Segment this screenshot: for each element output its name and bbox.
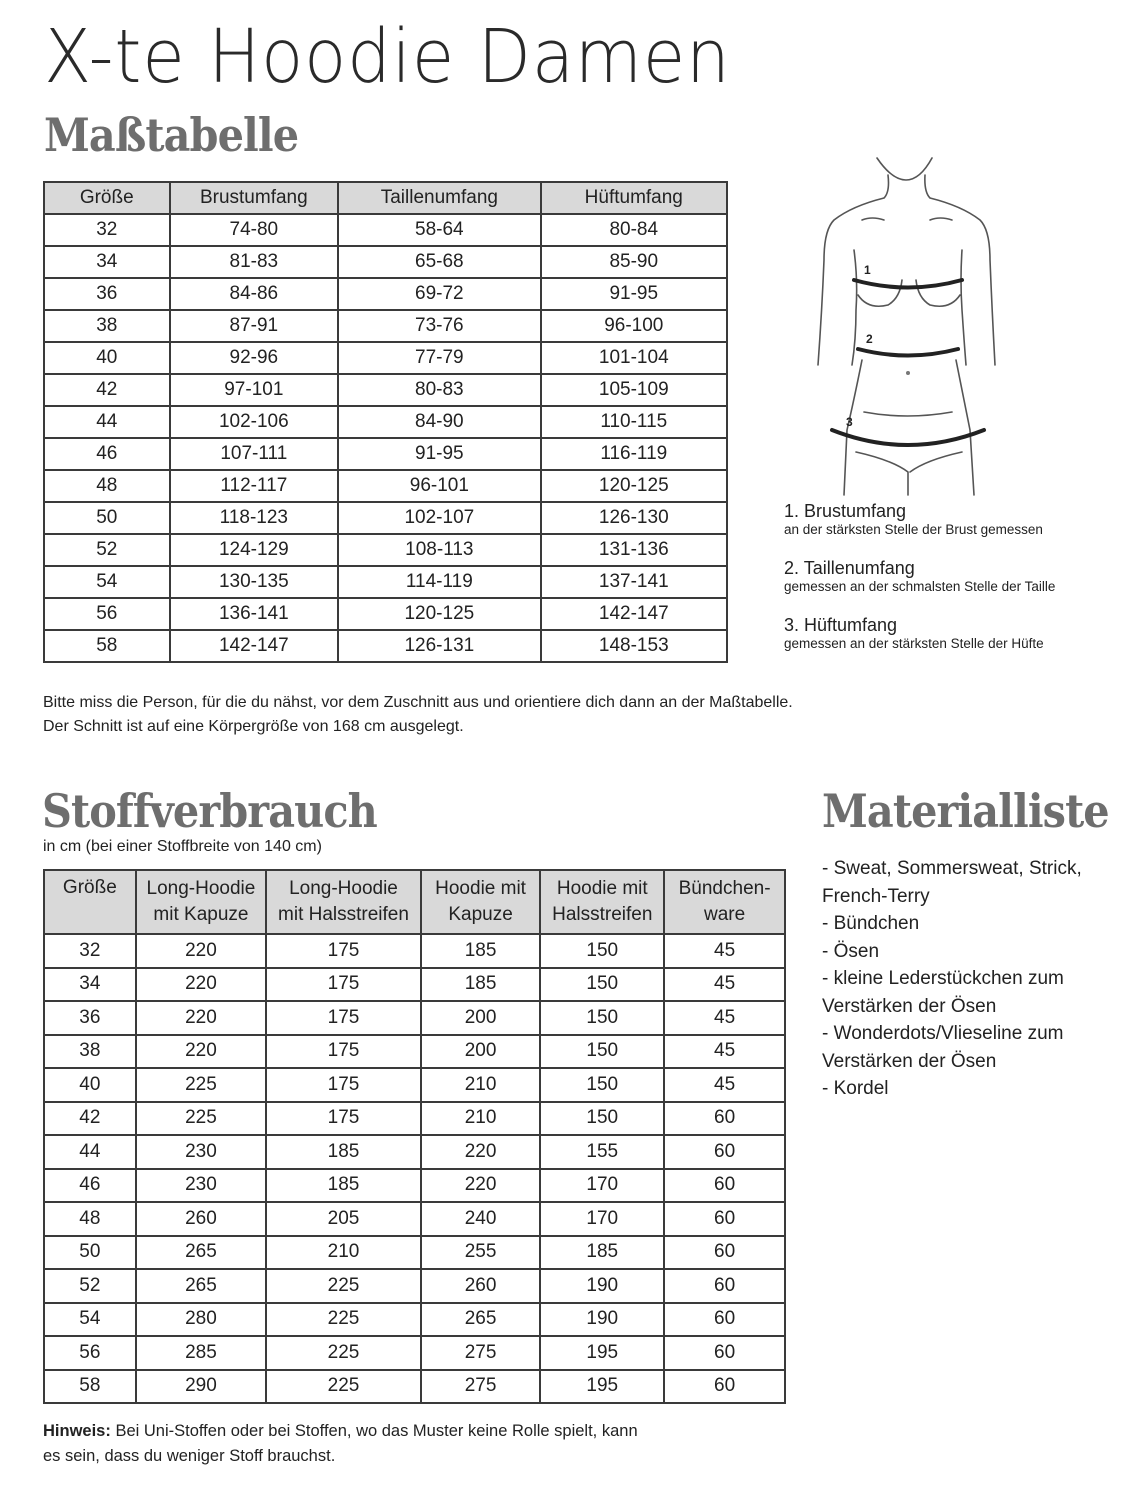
table-row <box>44 1068 785 1102</box>
table-cell: 84-86 <box>170 278 339 310</box>
table-row <box>44 1236 785 1270</box>
table-header-row <box>44 182 727 214</box>
table-cell: 58 <box>44 630 170 662</box>
column-header-line-1: Hoodie mit <box>435 878 526 899</box>
table-cell: 225 <box>266 1269 421 1303</box>
hinweis-label: Hinweis: <box>43 1422 111 1440</box>
table-cell: 52 <box>44 1269 136 1303</box>
table-cell: 150 <box>540 1001 664 1035</box>
table-cell: 200 <box>421 1035 541 1069</box>
material-list-item: - Ösen <box>822 940 880 962</box>
legend-brustumfang <box>784 501 1124 538</box>
size-chart-table <box>43 181 728 663</box>
table-cell: 225 <box>136 1102 266 1136</box>
table-cell: 137-141 <box>541 566 727 598</box>
legend-title: 1. Brustumfang <box>784 501 907 521</box>
table-cell: 74-80 <box>170 214 339 246</box>
table-cell: 225 <box>136 1068 266 1102</box>
table-cell: 265 <box>136 1236 266 1270</box>
table-cell: 136-141 <box>170 598 339 630</box>
table-cell: 210 <box>421 1068 541 1102</box>
table-cell: 260 <box>136 1202 266 1236</box>
table-cell: 60 <box>664 1303 785 1337</box>
table-row <box>44 1269 785 1303</box>
table-row <box>44 342 727 374</box>
material-list <box>822 855 1122 1103</box>
table-row <box>44 214 727 246</box>
table-cell: 205 <box>266 1202 421 1236</box>
table-cell: 36 <box>44 278 170 310</box>
legend-description: gemessen an der stärksten Stelle der Hüfte <box>784 636 1044 651</box>
table-cell: 54 <box>44 566 170 598</box>
column-header <box>540 870 664 934</box>
table-row <box>44 438 727 470</box>
table-cell: 80-84 <box>541 214 727 246</box>
measurement-note-line-1: Bitte miss die Person, für die du nähst, vor dem Zuschnitt aus und orientiere dich dann an der Maßtabelle. <box>43 694 793 711</box>
table-cell: 265 <box>136 1269 266 1303</box>
table-cell: 81-83 <box>170 246 339 278</box>
table-cell: 102-106 <box>170 406 339 438</box>
table-row <box>44 278 727 310</box>
column-header-taillenumfang: Taillenumfang <box>338 182 540 214</box>
table-cell: 150 <box>540 1102 664 1136</box>
column-header-line-2: Kapuze <box>448 904 513 925</box>
material-list-item: - Kordel <box>822 1078 889 1099</box>
page-title: X-te Hoodie Damen <box>44 14 731 100</box>
table-cell: 200 <box>421 1001 541 1035</box>
table-cell: 275 <box>421 1370 541 1404</box>
table-row <box>44 1303 785 1337</box>
column-header-line-2: mit Halsstreifen <box>278 904 409 925</box>
table-cell: 175 <box>266 934 421 968</box>
legend-taillenumfang <box>784 558 1124 595</box>
table-cell: 105-109 <box>541 374 727 406</box>
table-cell: 120-125 <box>541 470 727 502</box>
column-header-line-1: Hoodie mit <box>556 878 648 899</box>
column-header-line-1: Long-Hoodie <box>289 878 398 899</box>
table-cell: 116-119 <box>541 438 727 470</box>
table-row <box>44 406 727 438</box>
table-cell: 60 <box>664 1169 785 1203</box>
table-cell: 58 <box>44 1370 136 1404</box>
marker-3: 3 <box>846 415 853 429</box>
table-cell: 220 <box>421 1169 541 1203</box>
column-header-line-2: mit Kapuze <box>153 904 249 925</box>
table-cell: 92-96 <box>170 342 339 374</box>
table-cell: 126-131 <box>338 630 540 662</box>
legend-description: an der stärksten Stelle der Brust gemessen <box>784 522 1043 537</box>
table-cell: 185 <box>421 934 541 968</box>
table-cell: 175 <box>266 968 421 1002</box>
table-cell: 101-104 <box>541 342 727 374</box>
table-cell: 84-90 <box>338 406 540 438</box>
table-cell: 142-147 <box>170 630 339 662</box>
table-cell: 170 <box>540 1169 664 1203</box>
table-cell: 54 <box>44 1303 136 1337</box>
table-cell: 52 <box>44 534 170 566</box>
table-row <box>44 502 727 534</box>
table-cell: 275 <box>421 1336 541 1370</box>
table-row <box>44 566 727 598</box>
table-cell: 97-101 <box>170 374 339 406</box>
table-cell: 150 <box>540 1068 664 1102</box>
body-measurement-figure <box>812 150 1012 500</box>
hinweis-text: Bei Uni-Stoffen oder bei Stoffen, wo das Muster keine Rolle spielt, kann es sein, dass du weniger Stoff brauchst. <box>43 1422 638 1465</box>
table-cell: 45 <box>664 1035 785 1069</box>
table-cell: 112-117 <box>170 470 339 502</box>
table-cell: 102-107 <box>338 502 540 534</box>
table-row <box>44 598 727 630</box>
table-cell: 73-76 <box>338 310 540 342</box>
table-row <box>44 310 727 342</box>
table-row <box>44 1370 785 1404</box>
table-cell: 170 <box>540 1202 664 1236</box>
table-cell: 77-79 <box>338 342 540 374</box>
marker-1: 1 <box>864 263 871 277</box>
legend-description: gemessen an der schmalsten Stelle der Taille <box>784 579 1056 594</box>
table-cell: 85-90 <box>541 246 727 278</box>
table-row <box>44 1001 785 1035</box>
table-cell: 40 <box>44 1068 136 1102</box>
table-cell: 225 <box>266 1370 421 1404</box>
table-cell: 175 <box>266 1068 421 1102</box>
table-cell: 130-135 <box>170 566 339 598</box>
hinweis-note <box>43 1419 643 1469</box>
table-cell: 195 <box>540 1370 664 1404</box>
table-cell: 65-68 <box>338 246 540 278</box>
table-cell: 45 <box>664 934 785 968</box>
table-cell: 185 <box>540 1236 664 1270</box>
material-list-item: French-Terry <box>822 885 930 907</box>
table-cell: 58-64 <box>338 214 540 246</box>
marker-2: 2 <box>866 332 873 346</box>
table-cell: 240 <box>421 1202 541 1236</box>
table-cell: 175 <box>266 1035 421 1069</box>
table-row <box>44 1202 785 1236</box>
table-cell: 48 <box>44 1202 136 1236</box>
table-cell: 124-129 <box>170 534 339 566</box>
table-cell: 45 <box>664 968 785 1002</box>
table-cell: 210 <box>266 1236 421 1270</box>
table-cell: 220 <box>421 1135 541 1169</box>
table-cell: 220 <box>136 1001 266 1035</box>
table-cell: 46 <box>44 438 170 470</box>
table-cell: 260 <box>421 1269 541 1303</box>
column-header <box>421 870 541 934</box>
table-cell: 120-125 <box>338 598 540 630</box>
table-cell: 91-95 <box>541 278 727 310</box>
table-header-row <box>44 870 785 934</box>
table-cell: 195 <box>540 1336 664 1370</box>
table-row <box>44 1135 785 1169</box>
table-cell: 34 <box>44 968 136 1002</box>
table-cell: 38 <box>44 310 170 342</box>
table-row <box>44 246 727 278</box>
table-cell: 50 <box>44 1236 136 1270</box>
column-header-line-2: ware <box>703 904 746 925</box>
table-cell: 155 <box>540 1135 664 1169</box>
table-row <box>44 1169 785 1203</box>
column-header <box>664 870 785 934</box>
table-row <box>44 630 727 662</box>
table-cell: 190 <box>540 1303 664 1337</box>
table-cell: 255 <box>421 1236 541 1270</box>
stoffverbrauch-subheading: in cm (bei einer Stoffbreite von 140 cm) <box>43 838 322 855</box>
table-row <box>44 1102 785 1136</box>
table-cell: 185 <box>266 1135 421 1169</box>
table-row <box>44 934 785 968</box>
table-cell: 220 <box>136 934 266 968</box>
table-cell: 230 <box>136 1169 266 1203</box>
table-cell: 175 <box>266 1102 421 1136</box>
fabric-consumption-table <box>43 869 786 1404</box>
legend-title: 2. Taillenumfang <box>784 558 915 578</box>
column-header-line-1: Long-Hoodie <box>146 878 256 899</box>
table-cell: 38 <box>44 1035 136 1069</box>
table-cell: 45 <box>664 1068 785 1102</box>
table-cell: 108-113 <box>338 534 540 566</box>
table-row <box>44 1035 785 1069</box>
table-cell: 175 <box>266 1001 421 1035</box>
legend-hueftumfang <box>784 615 1124 652</box>
table-cell: 44 <box>44 1135 136 1169</box>
table-cell: 42 <box>44 1102 136 1136</box>
table-cell: 60 <box>664 1135 785 1169</box>
table-cell: 96-101 <box>338 470 540 502</box>
table-cell: 44 <box>44 406 170 438</box>
table-cell: 42 <box>44 374 170 406</box>
table-cell: 69-72 <box>338 278 540 310</box>
column-header-brustumfang: Brustumfang <box>170 182 339 214</box>
column-header <box>136 870 266 934</box>
table-cell: 60 <box>664 1269 785 1303</box>
table-cell: 126-130 <box>541 502 727 534</box>
table-cell: 210 <box>421 1102 541 1136</box>
table-cell: 36 <box>44 1001 136 1035</box>
table-row <box>44 1336 785 1370</box>
table-cell: 150 <box>540 934 664 968</box>
table-cell: 230 <box>136 1135 266 1169</box>
table-cell: 60 <box>664 1102 785 1136</box>
materialliste-heading: Materialliste <box>822 784 1109 838</box>
table-cell: 285 <box>136 1336 266 1370</box>
material-list-item: Verstärken der Ösen <box>822 995 997 1017</box>
table-cell: 50 <box>44 502 170 534</box>
legend-title: 3. Hüftumfang <box>784 615 898 635</box>
column-header-line-1: Bündchen- <box>678 878 771 899</box>
table-cell: 131-136 <box>541 534 727 566</box>
table-cell: 150 <box>540 968 664 1002</box>
table-cell: 225 <box>266 1336 421 1370</box>
masstabelle-heading: Maßtabelle <box>44 108 299 162</box>
table-cell: 185 <box>421 968 541 1002</box>
column-header-line-2: Halsstreifen <box>552 904 653 925</box>
table-cell: 48 <box>44 470 170 502</box>
column-header-hueftumfang: Hüftumfang <box>541 182 727 214</box>
measurement-note <box>43 691 793 739</box>
table-cell: 60 <box>664 1202 785 1236</box>
table-cell: 220 <box>136 1035 266 1069</box>
table-cell: 142-147 <box>541 598 727 630</box>
table-cell: 96-100 <box>541 310 727 342</box>
material-list-item: - kleine Lederstückchen zum <box>822 968 1064 989</box>
table-cell: 265 <box>421 1303 541 1337</box>
table-row <box>44 534 727 566</box>
table-cell: 32 <box>44 934 136 968</box>
material-list-item: - Sweat, Sommersweat, Strick, <box>822 858 1082 879</box>
material-list-item: - Wonderdots/Vlieseline zum <box>822 1023 1064 1044</box>
table-cell: 150 <box>540 1035 664 1069</box>
table-cell: 45 <box>664 1001 785 1035</box>
column-header <box>44 870 136 934</box>
table-cell: 56 <box>44 598 170 630</box>
table-cell: 190 <box>540 1269 664 1303</box>
table-cell: 32 <box>44 214 170 246</box>
table-cell: 148-153 <box>541 630 727 662</box>
table-cell: 220 <box>136 968 266 1002</box>
table-row <box>44 374 727 406</box>
column-header <box>266 870 421 934</box>
material-list-item: - Bündchen <box>822 913 920 934</box>
material-list-item: Verstärken der Ösen <box>822 1050 997 1072</box>
table-cell: 91-95 <box>338 438 540 470</box>
table-cell: 185 <box>266 1169 421 1203</box>
measurement-note-line-2: Der Schnitt ist auf eine Körpergröße von 168 cm ausgelegt. <box>43 718 464 735</box>
column-header-line-1: Größe <box>62 877 117 898</box>
table-cell: 87-91 <box>170 310 339 342</box>
table-cell: 40 <box>44 342 170 374</box>
table-cell: 225 <box>266 1303 421 1337</box>
table-cell: 290 <box>136 1370 266 1404</box>
table-row <box>44 968 785 1002</box>
table-cell: 46 <box>44 1169 136 1203</box>
table-cell: 60 <box>664 1336 785 1370</box>
column-header-groesse: Größe <box>44 182 170 214</box>
table-cell: 80-83 <box>338 374 540 406</box>
table-cell: 60 <box>664 1370 785 1404</box>
table-cell: 34 <box>44 246 170 278</box>
table-row <box>44 470 727 502</box>
table-cell: 110-115 <box>541 406 727 438</box>
table-cell: 114-119 <box>338 566 540 598</box>
table-cell: 60 <box>664 1236 785 1270</box>
table-cell: 56 <box>44 1336 136 1370</box>
stoffverbrauch-heading: Stoffverbrauch <box>42 784 377 838</box>
table-cell: 118-123 <box>170 502 339 534</box>
table-cell: 280 <box>136 1303 266 1337</box>
table-cell: 107-111 <box>170 438 339 470</box>
